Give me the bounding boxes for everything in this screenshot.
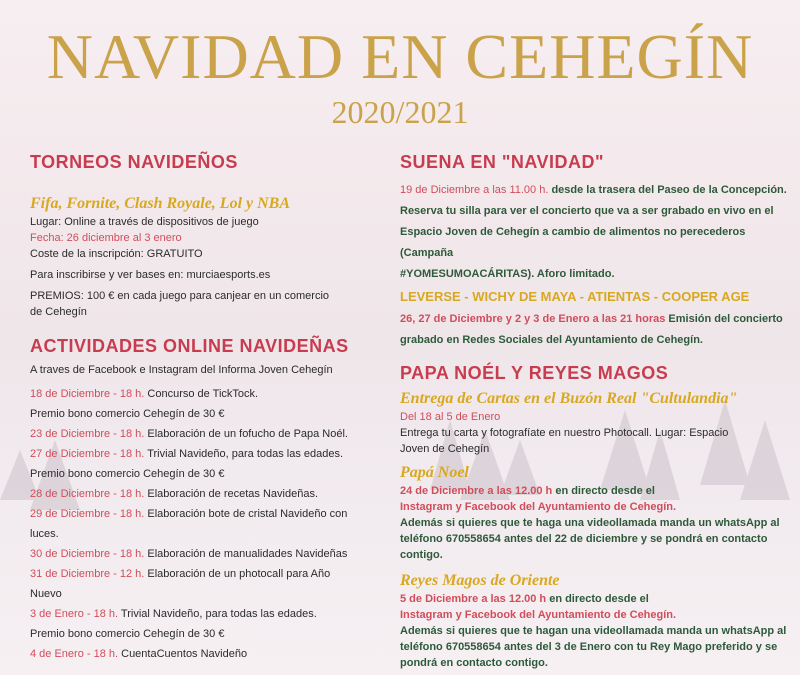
suena-line: grabado en Redes Sociales del Ayuntamiento de Cehegín. <box>400 334 703 346</box>
suena-date2: 26, 27 de Diciembre y 2 y 3 de Enero a las 21 horas <box>400 313 666 325</box>
cartas-line: Joven de Cehegín <box>400 443 490 455</box>
suena-heading: SUENA EN "NAVIDAD" <box>400 152 605 172</box>
torneos-games: Fifa, Fornite, Clash Royale, Lol y NBA <box>30 195 291 212</box>
list-item: 4 de Enero - 18 h. CuentaCuentos Navideño <box>30 648 248 660</box>
suena-line: #YOMESUMOACÁRITAS). Aforo limitado. <box>400 268 615 280</box>
cartas-line: Entrega tu carta y fotografíate en nuestro Photocall. Lugar: Espacio <box>400 427 729 439</box>
list-item: 30 de Diciembre - 18 h. Elaboración de manualidades Navideñas <box>30 548 348 560</box>
reyes-line: pondrá en contacto contigo. <box>400 657 548 669</box>
papa-heading: PAPA NOÉL Y REYES MAGOS <box>400 363 669 383</box>
actividades-heading: ACTIVIDADES ONLINE NAVIDEÑAS <box>30 336 349 356</box>
page-subtitle: 2020/2021 <box>331 94 469 130</box>
noel-line: teléfono 670558654 antes del 22 de diciembre y se pondrá en contacto <box>400 533 768 545</box>
actividades-list <box>30 384 380 664</box>
reyes-insta: Instagram y Facebook del Ayuntamiento de Cehegín. <box>400 609 677 621</box>
list-item: 3 de Enero - 18 h. Trivial Navideño, para todas las edades. <box>30 608 317 620</box>
suena-body: 19 de Diciembre a las 11.00 h. desde la trasera del Paseo de la Concepción. Reserva tu silla para ver el concierto que va a ser grabado en vivo en el Espacio Joven de Cehegín a cambio de alimentos no perecederos (Campaña #YOMESUMOACÁRITAS). Aforo limitado. LEVERSE - WICHY DE MAYA - ATIENTAS - COOPER AGE 26, 27 de Diciembre y 2 y 3 de Enero a las 21 horas Emisión del concierto grabado en Redes Sociales del Ayuntamiento de Cehegín. <box>400 180 800 351</box>
reyes-line: Además si quieres que te hagan una videollamada manda un whatsApp al <box>400 625 787 637</box>
noel-line: contigo. <box>400 549 443 561</box>
suena-bands: LEVERSE - WICHY DE MAYA - ATIENTAS - COOPER AGE <box>400 289 750 304</box>
list-item: Premio bono comercio Cehegín de 30 € <box>30 408 225 420</box>
reyes-heading: Reyes Magos de Oriente <box>400 572 560 589</box>
page-title: NAVIDAD EN CEHEGÍN <box>46 21 754 92</box>
list-item: luces. <box>30 528 59 540</box>
left-column <box>30 150 380 664</box>
suena-line: Reserva tu silla para ver el concierto que va a ser grabado en vivo en el <box>400 205 774 217</box>
list-item: 28 de Diciembre - 18 h. Elaboración de recetas Navideñas. <box>30 488 319 500</box>
torneos-premios: PREMIOS: 100 € en cada juego para canjear en un comercio <box>30 290 330 302</box>
cartas-date: Del 18 al 5 de Enero <box>400 411 501 423</box>
noel-heading: Papá Noel <box>400 464 469 481</box>
list-item: 18 de Diciembre - 18 h. Concurso de TickTock. <box>30 388 259 400</box>
cartas-heading: Entrega de Cartas en el Buzón Real "Cultulandia" <box>400 390 738 407</box>
list-item: Premio bono comercio Cehegín de 30 € <box>30 628 225 640</box>
right-column: SUENA EN "NAVIDAD" 19 de Diciembre a las 11.00 h. desde la trasera del Paseo de la Concepción. Reserva tu silla para ver el concierto que va a ser grabado en vivo en el Espacio Joven de Cehegín a cambio de alimentos no perecederos (Campaña #YOMESUMOACÁRITAS). Aforo limitado. LEVERSE - WICHY DE MAYA - ATIENTAS - COOPER AGE 26, 27 de Diciembre y 2 y 3 de Enero a las 21 horas Emisión del concierto grabado en Redes Sociales del Ayuntamiento de Cehegín. PAPA NOÉL Y REYES MAGOS Entrega de Cartas en el Buzón Real "Cultulandia" Del 18 al 5 de Enero Entrega tu carta y fotografíate en nuestro Photocall. Lugar: Espacio Joven de Cehegín Papá Noel 24 de Diciembre a las 12.00 h en directo desde el Instagram y Facebook del Ayuntamiento de Cehegín. Además si quieres que te haga una videollamada manda un whatsApp al teléfono 670558654 antes del 22 de diciembre y se pondrá en contacto contigo. Reyes Magos de Oriente 5 de Diciembre a las 12.00 h en directo desde el Instagram y Facebook del Ayuntamiento de Cehegín. Además si quieres que te hagan una videollamada manda un whatsApp al teléfono 670558654 antes del 3 de Enero con tu Rey Mago preferido y se pondrá en contacto contigo. <box>400 150 800 671</box>
reyes-date: 5 de Diciembre a las 12.00 h <box>400 593 547 605</box>
noel-insta: Instagram y Facebook del Ayuntamiento de Cehegín. <box>400 501 677 513</box>
list-item: Nuevo <box>30 588 62 600</box>
torneos-premios-cont: de Cehegín <box>30 306 87 318</box>
suena-date: 19 de Diciembre a las 11.00 h. <box>400 184 549 196</box>
noel-date: 24 de Diciembre a las 12.00 h <box>400 485 553 497</box>
torneos-lugar: Lugar: Online a través de dispositivos de juego <box>30 216 259 228</box>
torneos-heading: TORNEOS NAVIDEÑOS <box>30 152 238 172</box>
list-item: 31 de Diciembre - 12 h. Elaboración de un photocall para Año <box>30 568 331 580</box>
list-item: Premio bono comercio Cehegín de 30 € <box>30 468 225 480</box>
noel-line: Además si quieres que te haga una videollamada manda un whatsApp al <box>400 517 780 529</box>
torneos-fecha: Fecha: 26 diciembre al 3 enero <box>30 232 182 244</box>
suena-line: Espacio Joven de Cehegín a cambio de alimentos no perecederos (Campaña <box>400 226 746 259</box>
list-item: 27 de Diciembre - 18 h. Trivial Navideño, para todas las edades. <box>30 448 344 460</box>
actividades-intro: A traves de Facebook e Instagram del Informa Joven Cehegín <box>30 364 333 376</box>
list-item: 23 de Diciembre - 18 h. Elaboración de un fofucho de Papa Noél. <box>30 428 348 440</box>
list-item: 29 de Diciembre - 18 h. Elaboración bote de cristal Navideño con <box>30 508 348 520</box>
torneos-inscribirse: Para inscribirse y ver bases en: murciaesports.es <box>30 269 271 281</box>
reyes-line: teléfono 670558654 antes del 3 de Enero con tu Rey Mago preferido y se <box>400 641 778 653</box>
torneos-coste: Coste de la inscripción: GRATUITO <box>30 248 203 260</box>
